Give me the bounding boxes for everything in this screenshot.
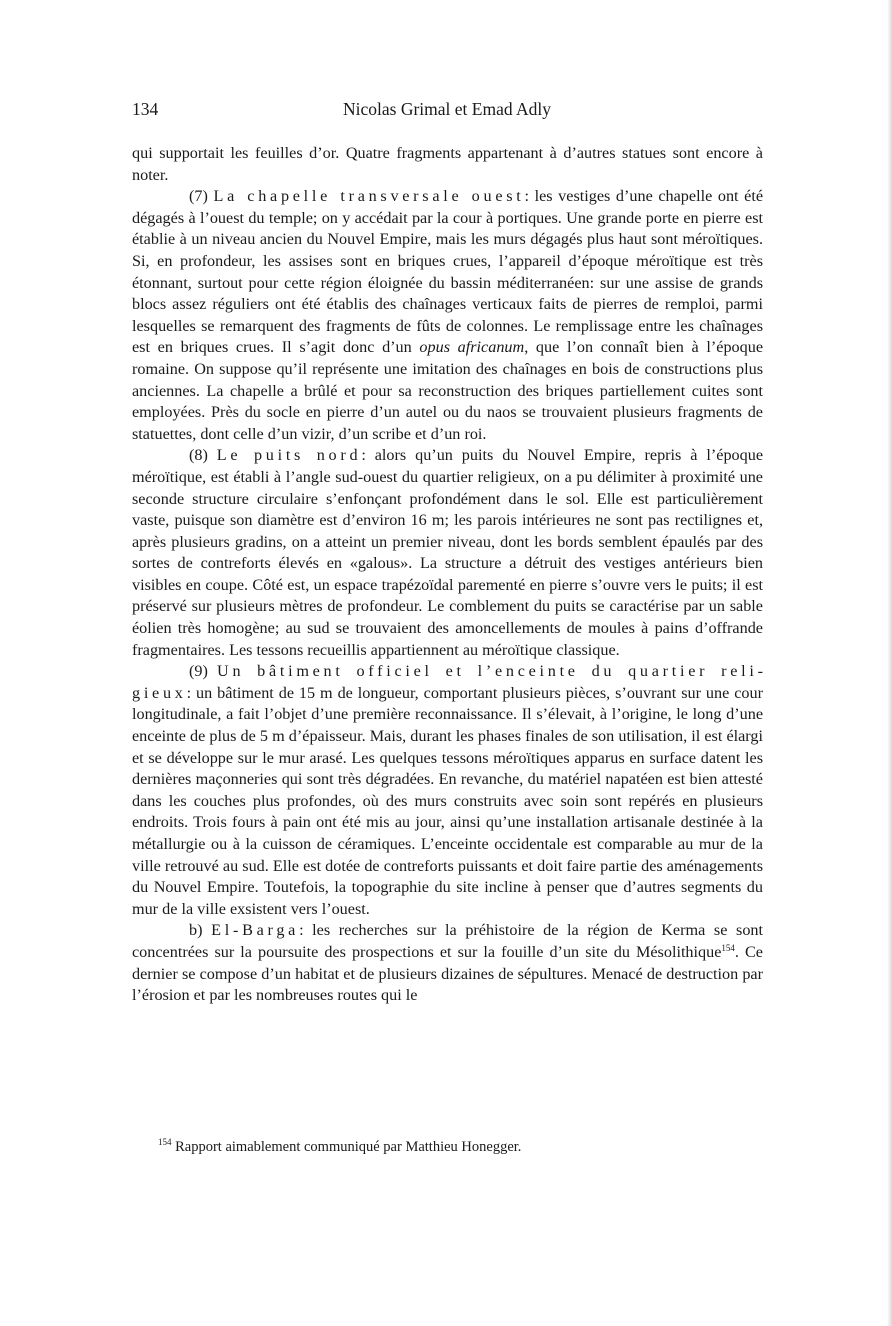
section-heading: El-Barga <box>211 921 300 940</box>
page-edge-shadow <box>887 0 892 1326</box>
footnote-number: 154 <box>158 1137 172 1147</box>
paragraph-number: b) <box>189 921 203 940</box>
running-head: Nicolas Grimal et Emad Adly <box>342 99 551 119</box>
paragraph-text: : alors qu’un puits du Nouvel Empire, repris à l’époque méroïtique, est établi à l’angle sud-ouest du quartier religieux, on a pu délimiter à proximité une seconde structure circulaire s’enfonçant profondément dans le sol. Elle est particulièrement vaste, puisque son diamètre est d’environ 16 m; les parois intérieures ne sont pas rectilignes et, après plusieurs gradins, on a atteint un premier niveau, dont les bords semblent épaulés par des sortes de contreforts élevés en «galous». La structure a détruit des vestiges antérieurs bien visibles en coupe. Côté est, un espace trapézoïdal parementé en pierre s’ouvre vers le puits; il est préservé sur plusieurs mètres de profondeur. Le comblement du puits se caractérise par un sable éolien très homogène; au sud se trouvaient des amoncellements de moules à pains d’offrande fragmentaires. Les tessons recueillis appartiennent au méroïtique classique. <box>132 446 764 659</box>
footnote-text: Rapport aimablement communiqué par Matthieu Honegger. <box>175 1139 522 1155</box>
section-heading: Un bâtiment officiel et l’enceinte du quartier religieux <box>132 662 763 702</box>
paragraph-text: . Ce dernier se compose d’un habitat et de plusieurs dizaines de sépultures. Menacé de destruction par l’érosion et par les nombreuses routes qui le <box>132 942 763 1005</box>
paragraph-batiment <box>132 661 763 920</box>
section-heading: La chapelle transversale ouest <box>213 187 525 206</box>
paragraph-number: (8) <box>189 446 208 465</box>
paragraph-text: qui supportait les feuilles d’or. Quatre fragments appartenant à d’autres statues sont encore à noter. <box>132 144 763 184</box>
paragraph-number: (9) <box>189 662 208 681</box>
body-text <box>132 143 763 1007</box>
paragraph-el-barga <box>132 920 763 1006</box>
footnote <box>158 1137 758 1157</box>
page-header <box>132 97 762 121</box>
paragraph-continuation <box>132 143 763 186</box>
footnote-reference: 154 <box>721 942 735 953</box>
paragraph-chapelle <box>132 186 763 445</box>
paragraph-text: : les vestiges d’une chapelle ont été dégagés à l’ouest du temple; on y accédait par la cour à portiques. Une grande porte en pierre est établie à un niveau ancien du Nouvel Empire, mais les murs dégagés plus haut sont méroïtiques. Si, en profondeur, les assises sont en briques crues, l’appareil d’époque méroïtique est très étonnant, surtout pour cette région éloignée du bassin méditerranéen: sur une assise de grands blocs assez réguliers ont été établis des chaînages verticaux faits de pierres de remploi, parmi lesquelles se remarquent des fragments de fûts de colonnes. Le remplissage entre les chaînages est en briques crues. Il s’agit donc d’un <box>132 187 764 357</box>
paragraph-text: : un bâtiment de 15 m de longueur, comportant plusieurs pièces, s’ouvrant sur une cour longitudinale, a fait l’objet d’une première reconnaissance. Il s’élevait, à l’origine, le long d’une enceinte de plus de 5 m d’épaisseur. Mais, durant les phases finales de son utilisation, il est élargi et se développe sur le mur arasé. Les quelques tessons méroïtiques apparus en surface datent les dernières maçonneries qui sont très dégradées. En revanche, du matériel napatéen est bien attesté dans les couches plus profondes, où des murs construits avec soin sont repérés en plusieurs endroits. Trois fours à pain ont été mis au jour, ainsi qu’une installation artisanale destinée à la métallurgie ou à la cuisson de céramiques. L’enceinte occidentale est comparable au mur de la ville retrouvé au sud. Elle est dotée de contreforts puissants et doit faire partie des aménagements du Nouvel Empire. Toutefois, la topographie du site incline à penser que d’autres segments du mur de la ville exsistent vers l’ouest. <box>132 683 763 918</box>
paragraph-number: (7) <box>189 187 208 206</box>
paragraph-puits <box>132 445 763 661</box>
paragraph-text: , que l’on connaît bien à l’époque romaine. On suppose qu’il représente une imitation des chaînages en bois de constructions plus anciennes. La chapelle a brûlé et pour sa reconstruction des briques partiellement cuites sont employées. Près du socle en pierre d’un autel ou du naos se trouvaient plusieurs fragments de statuettes, dont celle d’un vizir, d’un scribe et d’un roi. <box>132 338 764 443</box>
italic-term: opus africanum <box>419 338 525 357</box>
section-heading: Le puits nord <box>216 446 362 465</box>
paragraph-text: : les recherches sur la préhistoire de la région de Kerma se sont concentrées sur la poursuite des prospections et sur la fouille d’un site du Mésolithique <box>132 921 763 961</box>
page-number: 134 <box>132 99 159 119</box>
